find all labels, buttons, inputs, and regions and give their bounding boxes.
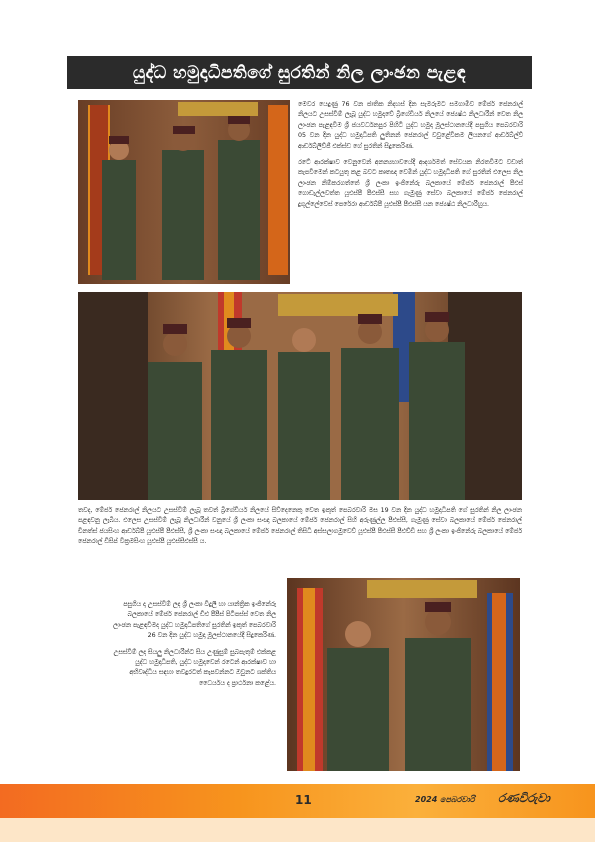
officers-photo-middle <box>78 292 522 500</box>
footer-band <box>0 818 595 842</box>
magazine-logo: රණවිරුවා <box>498 791 550 805</box>
article-paragraph-3 <box>108 600 276 695</box>
issue-date: 2024 පෙබරවාරි <box>415 795 475 804</box>
photo-caption: තවද, මේජර් ජෙනරාල් නිලයට උසස්වීම් ලැබූ තවත් බ්‍රිගේඩියර් නිලයේ සිව්දෙනෙකු වෙත ඉකුත් පෙබරවාරි මස 19 වන දින යුද්ධ හමුදාධිපති ගේ සුරතින් නිල ලාංඡන පළඳවනු ලැබීය. එලෙස උසස්වීම් ලැබූ නිලධාරීන් වනුයේ ශ්‍රී ලංකා සංඥා බලකායේ මේජර් ජෙනරාල් සිහි අරුණුල්ල පීඑස්සී, ගැමුණු සේවා බලකායේ මේජර් ජෙනරාල් චිනත්ස් ජයසිංහ ආර්ඩබ්පී යූඑස්පී පීඑස්සී, ශ්‍රී ලංකා සංඥා බලකායේ මේජර් ජෙනරාල් තිසිධි අස්සලාගමුවෙව් යූඑස්පී පීඑස්සී පීඑච්ඩී සහ ශ්‍රී ලංකා ඉංජිනේරු බලකායේ මේජර් ජෙනරාල් ඩීසිප් වික්‍රමසිංහ යූඑස්පී යූඑස්සීඑස්සී ය. <box>78 507 522 546</box>
article-paragraph-1 <box>298 100 523 216</box>
officers-photo-bottom <box>287 578 520 771</box>
page-number: 11 <box>295 793 312 807</box>
page-title: යුද්ධ හමුදාධිපතිගේ සුරතින් නිල ලාංඡන පැළඳ <box>67 56 532 89</box>
paragraph-text: උසස්වීම් ලද සියලු නිලධාරීන්ට සිය උණුසුම් සුබපැතුම් එක්කළ යුද්ධ හමුදාධිපති, යුද්ධ හමුදාවෙන් රටෙන් ආරක්ෂාව හා අභිවෘද්ධිය සඳහා තවදුරටත් කැපවන්නට ඔවුනට ශක්තිය ධෛර්යය ද ප්‍රාර්ථනා කළේය. <box>113 648 276 687</box>
paragraph-text: පසුගිය දා උසස්වීම් ලද ශ්‍රී ලංකා විදුලි හා යාන්ත්‍රික ඉංජිනේරු බලකායේ මේජර් ජෙනරාල් ඩීඑ පීපීස් පිටිපස්ස් වෙත නිල ලාංඡන පැළඳවීමද යුද්ධ හමුදාධිපතිගේ සුරතින් ඉකුත් පෙබරවාරි 26 වන දින යුද්ධ හමුදා මූලස්ථානයේදී සිදුකෙරිණ. <box>113 601 276 640</box>
officers-photo-top <box>78 100 290 284</box>
paragraph-text: මෙවර යෙදුණු 76 වන ජාතික නිදහස් දින සැමරුමට සමගාමීව මේජර් ජෙනරාල් නිලයට උසස්වීම් ලැබූ යුද්ධ හමුදාවේ බ්‍රිගේඩියර් නිලයේ ජ්‍යෙෂ්ඨ නිලධාරීන් වෙත නිල ලාංඡන පැළඳවීම ශ්‍රී ජයවර්ධනපුර පිහිටි යුද්ධ හමුදා මූලස්ථානයේදී පසුගිය පෙබරවාරි 05 වන දින යුද්ධ හමුදාධිපති ලුතිනන් ජෙනරාල් වවුළේවිකම ලියනගේ ආර්ඩබ්ල්ව් ආර්ඩබ්ලිව්ජී එක්ස්ඩ ගේ සුරතින් සිදුකෙරිණ. <box>298 101 523 150</box>
paragraph-text: රටේ ආරක්ෂාව වෙනුවෙන් අනන්‍යභාවයේදී ආදර්ශමත් සේවයක නිරතවීමට වඩාත් කැපවීමෙන් කටයුතු කළ බවට කෘතඥ වෙමින් යුද්ධ හමුදාධිපති ගේ සුරතින් එලෙස නිල ලාංඡන නිම්කරගත්තේ ශ්‍රී ලංකා ඉංජිනේරු බලකායේ මේජර් ජෙනරාල් පීඑස් ගොඩැල්ලවත්ත යූඑස්පී පීඑස්සී සහ ගැමුණු සේවා බලකායේ මේජර් ජෙනරාල් දුගුල්ලේවෙස් පෙරේරා ආර්ඩබ්පී යූඑස්පී පීඑස්සී යන ජ්‍යෙෂ්ඨ නිලධාරීහුය. <box>298 159 523 208</box>
